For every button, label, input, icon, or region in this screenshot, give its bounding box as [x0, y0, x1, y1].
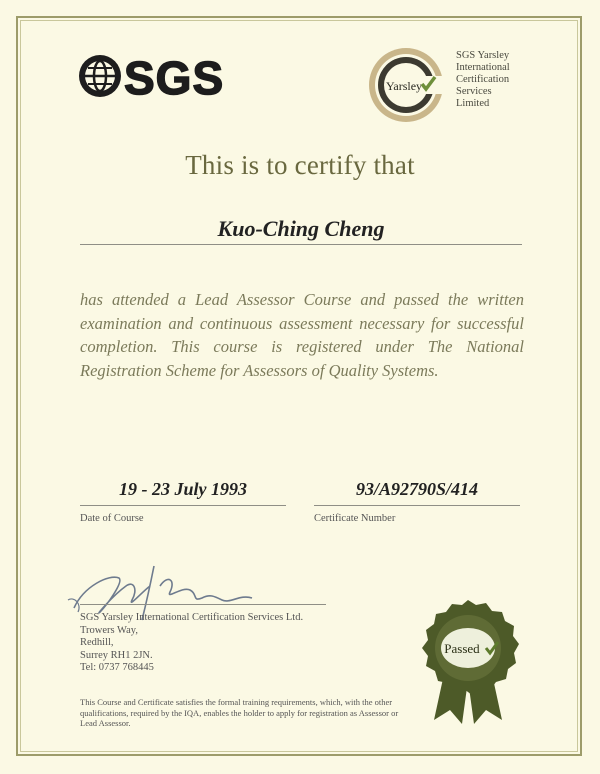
sgs-logo	[78, 52, 276, 100]
issuer-address	[80, 612, 380, 675]
name-underline	[80, 244, 522, 245]
passed-seal	[412, 596, 524, 728]
address-line: SGS Yarsley International Certification Services Ltd.	[80, 612, 304, 623]
recipient-name: Kuo-Ching Cheng	[217, 216, 385, 241]
issuer-name	[456, 50, 566, 110]
certificate-number-underline	[314, 505, 520, 506]
passed-label: Passed	[444, 641, 480, 656]
issuer-line: International	[456, 62, 510, 73]
certificate-number-label: Certificate Number	[314, 513, 396, 524]
certificate-body: has attended a Lead Assessor Course and passed the written examination and continuous assessment necessary for successful completion. This course is registered under The National Registration Scheme for Assessors of Quality Systems.	[80, 290, 524, 380]
signature-line	[80, 604, 326, 605]
certificate-number: 93/A92790S/414	[355, 479, 479, 499]
issuer-line: SGS Yarsley	[456, 50, 510, 61]
address-line: Redhill,	[80, 637, 114, 648]
issuer-line: Certification	[456, 74, 510, 85]
certificate-title: This is to certify that	[185, 150, 415, 180]
address-line: Surrey RH1 2JN.	[80, 649, 153, 661]
course-date-label: Date of Course	[80, 513, 144, 524]
date-underline	[80, 505, 286, 506]
address-line: Tel: 0737 768445	[80, 662, 154, 673]
issuer-line: Limited	[456, 98, 490, 109]
course-date: 19 - 23 July 1993	[119, 479, 247, 499]
address-line: Trowers Way,	[80, 624, 138, 636]
footer-note: This Course and Certificate satisfies the formal training requirements, which, with the other qualifications, required by the IQA, enables the holder to apply for registration as Assessor or Lead Assessor.	[80, 697, 399, 728]
yarsley-seal-text: Yarsley	[385, 79, 423, 93]
yarsley-seal	[367, 46, 445, 124]
issuer-line: Services	[456, 86, 492, 97]
sgs-logo-text: SGS	[124, 52, 225, 100]
